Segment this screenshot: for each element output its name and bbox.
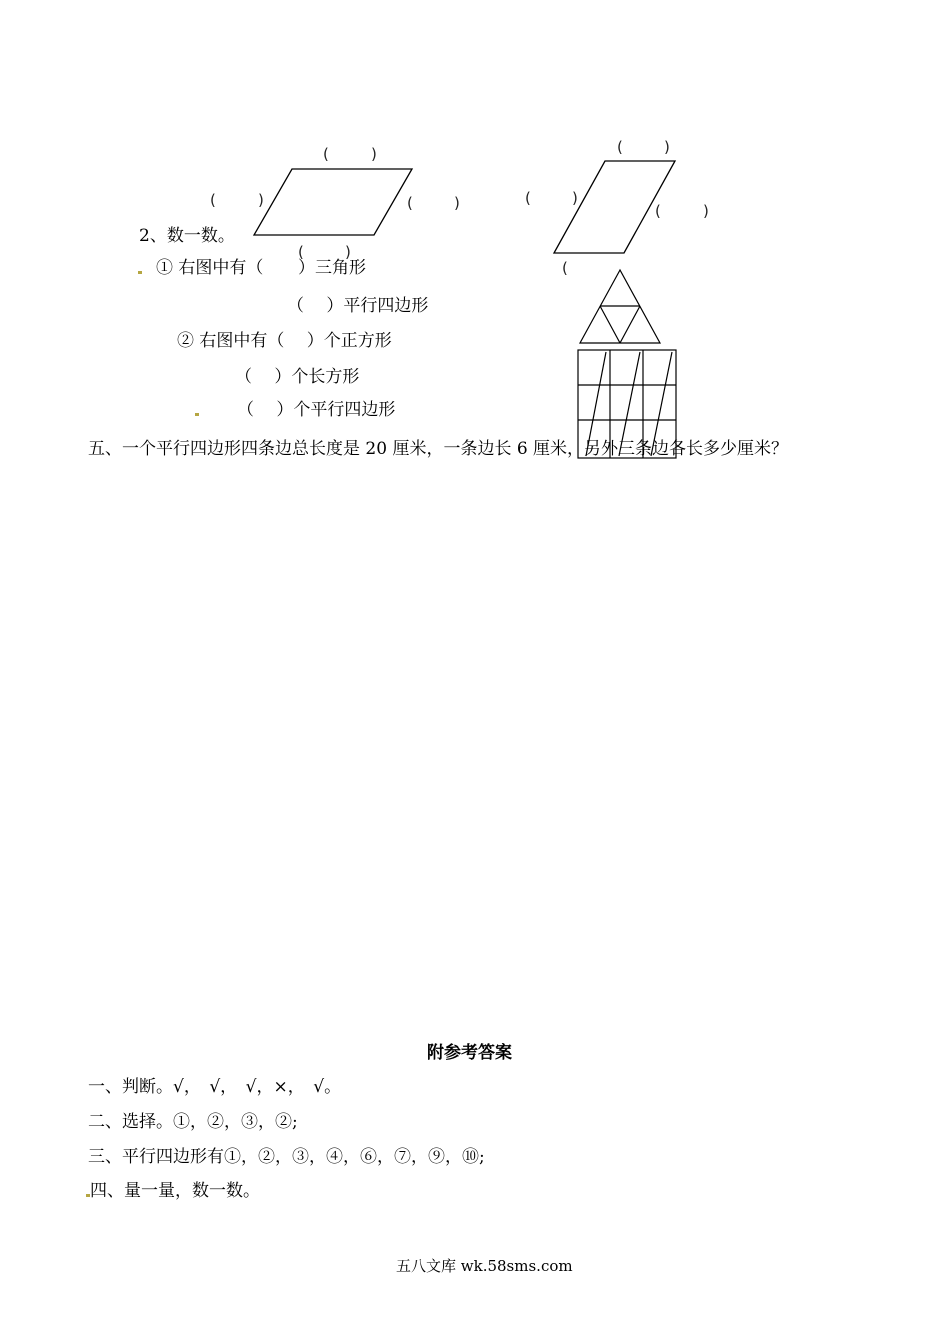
q2-line1-a: ① 右图中有（ (156, 258, 264, 278)
paren-left-left-close: ) (258, 191, 264, 209)
paren-left-right-close: ) (454, 194, 460, 212)
q2-line4: （ ）个长方形 (235, 367, 360, 387)
mark-dot (195, 413, 199, 416)
q2-line3: ② 右图中有（ ）个正方形 (177, 331, 392, 351)
paren-left-bottom-open: ( (298, 243, 304, 261)
paren-right-left-close: ) (572, 189, 578, 207)
paren-right-top-open: ( (617, 138, 623, 156)
left-parallelogram (254, 169, 412, 235)
answers-title: 附参考答案 (427, 1043, 512, 1063)
paren-right-top-close: ) (664, 138, 670, 156)
paren-left-top-open: ( (323, 145, 329, 163)
answer-3: 三、平行四边形有①，②，③，④，⑥，⑦，⑨，⑩; (88, 1147, 485, 1167)
paren-left-left-open: ( (210, 191, 216, 209)
footer-text: 五八文库 wk.58sms.com (396, 1257, 573, 1275)
paren-right-bottom-open: ( (562, 259, 568, 277)
q5-text: 五、一个平行四边形四条边总长度是 20 厘米，一条边长 6 厘米，另外三条边各长多少厘米？ (88, 439, 789, 459)
q2-line1-b: ）三角形 (298, 258, 366, 278)
triangle-figure (580, 270, 660, 343)
mark-dot (138, 271, 142, 274)
paren-left-bottom-close: ) (345, 243, 351, 261)
paren-right-right-close: ) (703, 202, 709, 220)
paren-right-left-open: ( (525, 189, 531, 207)
q2-heading: 2、数一数。 (139, 226, 235, 246)
paren-right-right-open: ( (655, 202, 661, 220)
answer-1: 一、判断。√， √， √，×， √。 (88, 1077, 342, 1097)
paren-left-top-close: ) (371, 145, 377, 163)
q2-line5: （ ）个平行四边形 (237, 400, 396, 420)
answer-4: 四、量一量，数一数。 (90, 1181, 260, 1201)
answer-2: 二、选择。①，②，③，②; (88, 1112, 298, 1132)
paren-left-right-open: ( (407, 194, 413, 212)
q2-line2: （ ）平行四边形 (287, 296, 429, 316)
